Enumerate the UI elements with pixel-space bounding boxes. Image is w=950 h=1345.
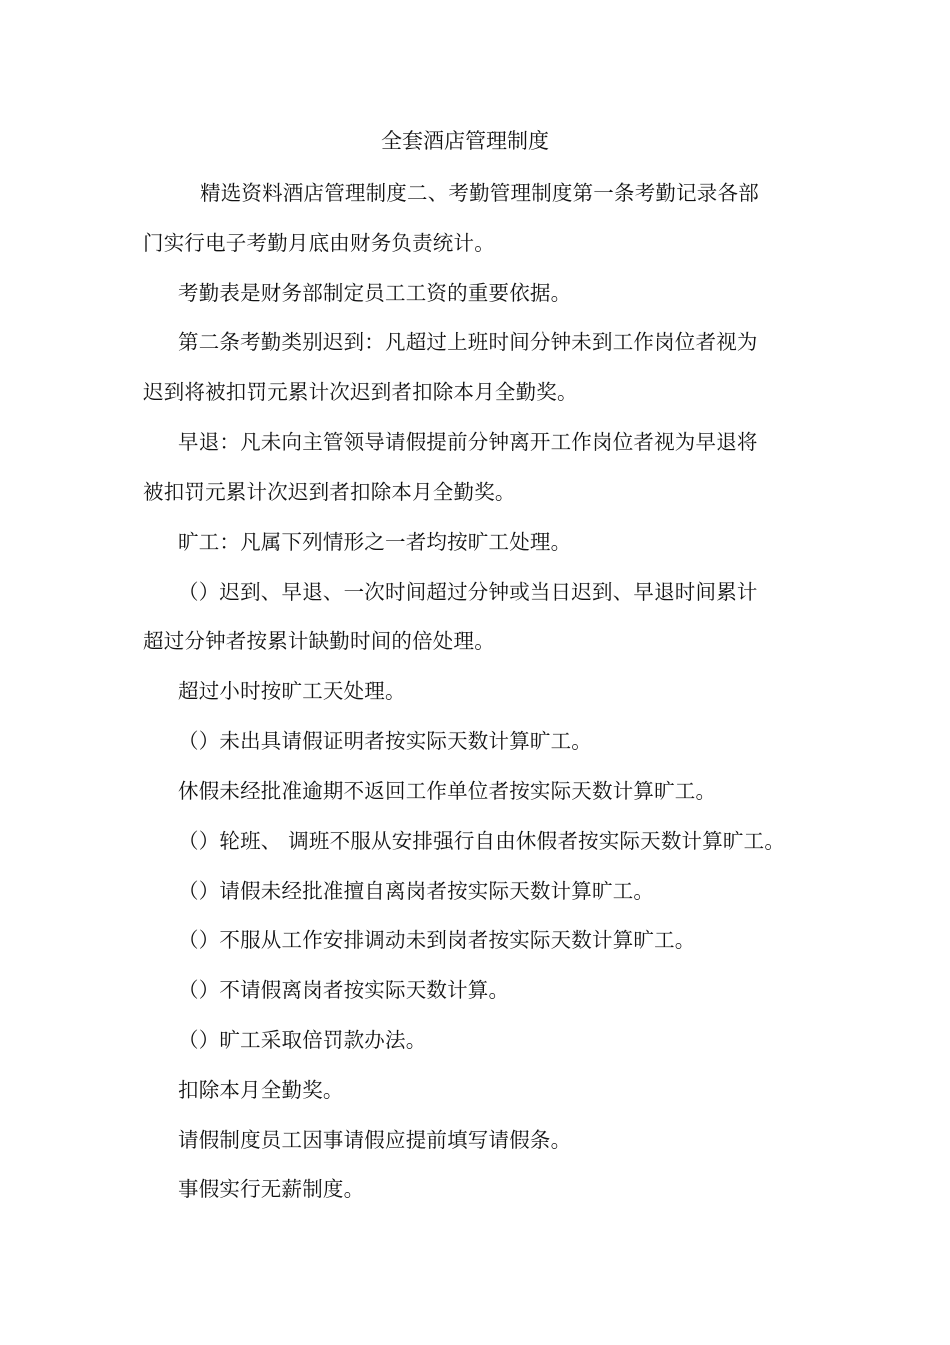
- paragraph-line: 被扣罚元累计次迟到者扣除本月全勤奖。: [143, 480, 516, 504]
- paragraph-line: （）不请假离岗者按实际天数计算。: [178, 978, 510, 1002]
- paragraph-line: 请假制度员工因事请假应提前填写请假条。: [178, 1128, 572, 1152]
- paragraph-line: 精选资料酒店管理制度二、考勤管理制度第一条考勤记录各部: [200, 181, 759, 205]
- paragraph-line: 超过分钟者按累计缺勤时间的倍处理。: [143, 629, 495, 653]
- document-title: 全套酒店管理制度: [381, 129, 549, 153]
- paragraph-line: 扣除本月全勤奖。: [178, 1078, 344, 1102]
- paragraph-line: 第二条考勤类别迟到：凡超过上班时间分钟未到工作岗位者视为: [178, 330, 758, 354]
- paragraph-line: 休假未经批准逾期不返回工作单位者按实际天数计算旷工。: [178, 779, 717, 803]
- paragraph-line: （）旷工采取倍罚款办法。: [178, 1028, 427, 1052]
- paragraph-line: 旷工：凡属下列情形之一者均按旷工处理。: [178, 530, 572, 554]
- paragraph-line: 门实行电子考勤月底由财务负责统计。: [143, 231, 495, 255]
- paragraph-line: 迟到将被扣罚元累计次迟到者扣除本月全勤奖。: [143, 380, 578, 404]
- paragraph-line: 考勤表是财务部制定员工工资的重要依据。: [178, 281, 572, 305]
- paragraph-line: （）迟到、早退、一次时间超过分钟或当日迟到、早退时间累计: [178, 580, 758, 604]
- paragraph-line: 事假实行无薪制度。: [178, 1177, 365, 1201]
- paragraph-line: （）不服从工作安排调动未到岗者按实际天数计算旷工。: [178, 928, 696, 952]
- paragraph-line: 早退：凡未向主管领导请假提前分钟离开工作岗位者视为早退将: [178, 430, 758, 454]
- paragraph-line: 超过小时按旷工天处理。: [178, 679, 406, 703]
- paragraph-line: （）轮班、 调班不服从安排强行自由休假者按实际天数计算旷工。: [178, 829, 786, 853]
- paragraph-line: （）未出具请假证明者按实际天数计算旷工。: [178, 729, 592, 753]
- paragraph-line: （）请假未经批准擅自离岗者按实际天数计算旷工。: [178, 879, 655, 903]
